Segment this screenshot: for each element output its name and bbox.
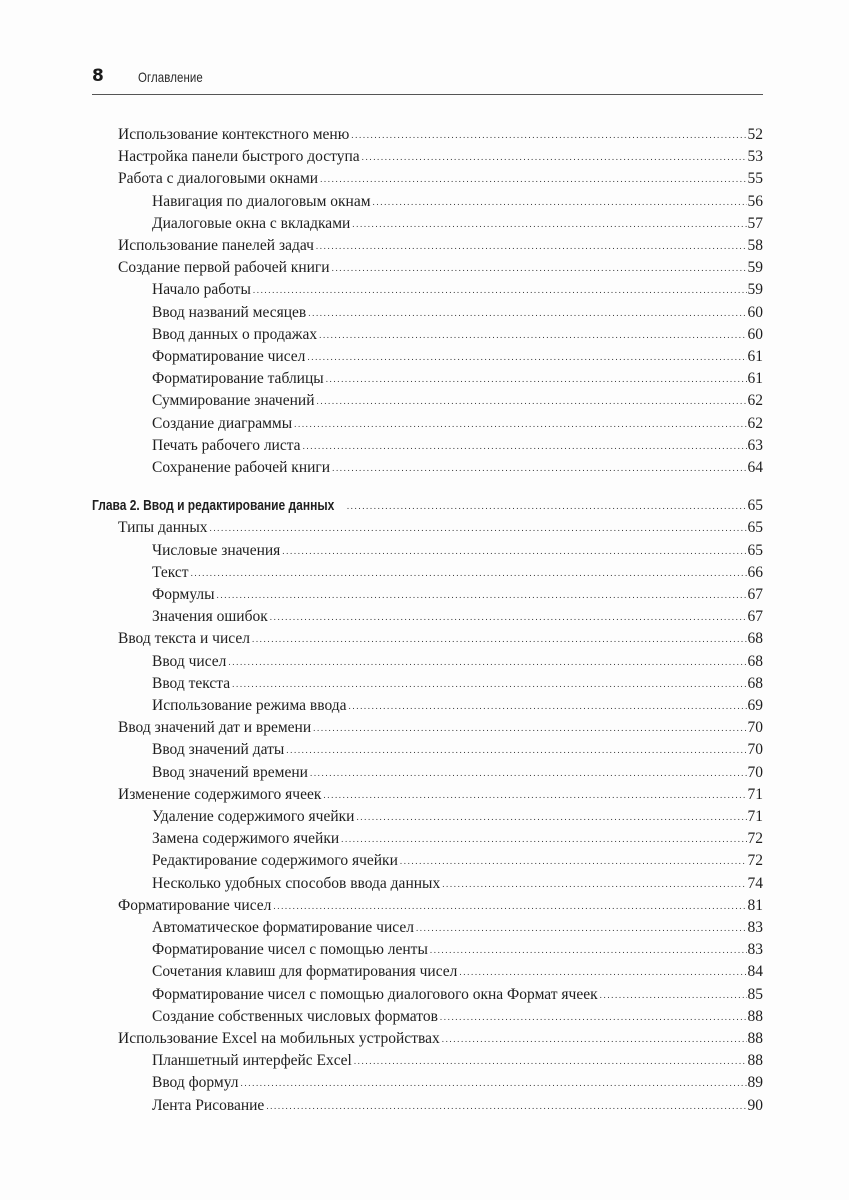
toc-entry-title: Удаление содержимого ячейки: [152, 808, 355, 825]
toc-entry: [152, 540, 763, 562]
toc-entry: [152, 435, 763, 457]
toc-entry-title: Использование панелей задач: [118, 237, 314, 254]
toc-page-number: 72: [747, 830, 763, 848]
toc-entry-title: Текст: [152, 563, 189, 581]
toc-page-number: 81: [747, 896, 763, 914]
toc-page-number: 70: [747, 763, 763, 781]
toc-entry-title: Формулы: [152, 586, 215, 603]
dot-leader: [310, 762, 747, 784]
toc-entry: [152, 584, 763, 606]
dot-leader: [430, 939, 747, 961]
toc-entry-title: Создание собственных числовых форматов: [152, 1007, 438, 1025]
toc-entry: [152, 324, 763, 346]
toc-entry: [152, 917, 763, 939]
toc-page-number: 65: [747, 497, 763, 515]
dot-leader: [266, 1095, 746, 1117]
toc-entry-title: Использование режима ввода: [152, 697, 347, 714]
toc-entry: [152, 606, 763, 628]
toc-entry-title: Редактирование содержимого ячейки: [152, 852, 398, 870]
toc-entry-title: Ввод значений даты: [152, 741, 285, 759]
dot-leader: [317, 390, 747, 412]
toc-page-number: 90: [747, 1096, 763, 1114]
dot-leader: [440, 1006, 747, 1028]
toc-entry-title: Использование Excel на мобильных устройствах: [118, 1030, 440, 1047]
dot-leader: [400, 850, 747, 872]
dot-leader: [286, 739, 746, 761]
dot-leader: [313, 717, 746, 739]
toc-page-number: 60: [747, 303, 763, 321]
toc-entry: [152, 984, 763, 1006]
dot-leader: [416, 917, 747, 939]
toc-entry: [152, 806, 763, 828]
toc-entry: [152, 1006, 763, 1028]
toc-entry-title: Ввод текста: [152, 674, 231, 692]
toc-page-number: 66: [747, 563, 763, 581]
dot-leader: [308, 302, 746, 324]
dot-leader: [332, 257, 747, 279]
toc-entry-title: Работа с диалоговыми окнами: [118, 170, 319, 188]
toc-page-number: 58: [747, 237, 763, 254]
toc-entry: [118, 1028, 763, 1050]
toc-entry: [118, 784, 763, 806]
toc-page-number: 88: [747, 1030, 763, 1047]
toc-page-number: 63: [747, 436, 763, 454]
toc-entry-title: Ввод формул: [152, 1074, 239, 1092]
toc-entry: [118, 235, 763, 257]
dot-leader: [459, 961, 746, 983]
dot-leader: [341, 828, 746, 850]
toc-entry-title: Форматирование чисел: [152, 348, 306, 365]
toc-entry: [152, 850, 763, 872]
toc-page-number: 88: [747, 1007, 763, 1025]
toc-page-number: 89: [747, 1074, 763, 1092]
toc-entry-title: Форматирование чисел с помощью диалогового окна Формат ячеек: [152, 985, 598, 1003]
dot-leader: [191, 562, 747, 584]
dot-leader: [282, 540, 746, 562]
toc-entry-title: Форматирование чисел: [118, 896, 272, 914]
toc-page-number: 65: [747, 519, 763, 537]
toc-entry: [152, 762, 763, 784]
dot-leader: [347, 495, 747, 517]
toc-entry: [152, 390, 763, 412]
dot-leader: [332, 457, 746, 479]
toc-page-number: 65: [747, 541, 763, 559]
toc-entry-title: Печать рабочего листа: [152, 436, 301, 454]
toc-entry: [118, 168, 763, 190]
toc-page-number: 53: [747, 148, 763, 166]
toc-entry: [152, 413, 763, 435]
toc-entry-title: Ввод текста и чисел: [118, 630, 250, 648]
toc-entry: [152, 562, 763, 584]
toc-page-number: 71: [747, 808, 763, 825]
toc-page-number: 83: [747, 941, 763, 959]
dot-leader: [217, 584, 747, 606]
toc-page-number: 62: [747, 414, 763, 432]
toc-entry-title: Навигация по диалоговым окнам: [152, 192, 371, 210]
toc-entry-title: Несколько удобных способов ввода данных: [152, 874, 441, 892]
dot-leader: [600, 984, 747, 1006]
toc-entry-title: Ввод названий месяцев: [152, 303, 307, 321]
dot-leader: [316, 235, 747, 257]
toc-page-number: 85: [747, 985, 763, 1003]
toc-entry-title: Начало работы: [152, 281, 251, 299]
toc-page-number: 59: [747, 281, 763, 299]
toc-entry: [152, 457, 763, 479]
toc-page-number: 56: [747, 192, 763, 210]
toc-entry-title: Числовые значения: [152, 541, 281, 559]
dot-leader: [232, 673, 746, 695]
toc-entry: [152, 873, 763, 895]
toc-entry-title: Глава 2. Ввод и редактирование данных: [92, 497, 335, 515]
toc-entry: [152, 1072, 763, 1094]
toc-entry: [152, 368, 763, 390]
dot-leader: [241, 1072, 747, 1094]
toc-entry-title: Автоматическое форматирование чисел: [152, 919, 414, 936]
toc-entry-title: Диалоговые окна с вкладками: [152, 214, 351, 232]
dot-leader: [326, 368, 747, 390]
toc-entry-title: Ввод чисел: [152, 652, 227, 670]
toc-entry: [118, 628, 763, 650]
toc-page-number: 68: [747, 630, 763, 648]
dot-leader: [228, 651, 746, 673]
toc-page-number: 68: [747, 652, 763, 670]
toc-page-number: 84: [747, 963, 763, 981]
dot-leader: [442, 1028, 747, 1050]
toc-page-number: 70: [747, 741, 763, 759]
toc-entry-title: Ввод данных о продажах: [152, 325, 318, 343]
toc-page-number: 61: [747, 348, 763, 365]
toc-entry-title: Сочетания клавиш для форматирования чисел: [152, 963, 458, 981]
toc-page-number: 88: [747, 1052, 763, 1070]
toc-entry: [118, 257, 763, 279]
toc-page-number: 59: [747, 259, 763, 277]
toc-entry-title: Значения ошибок: [152, 608, 268, 626]
toc-entry: [152, 213, 763, 235]
page-number: 8: [92, 66, 104, 86]
toc-chapter-entry: [92, 495, 763, 517]
dot-leader: [303, 435, 747, 457]
dot-leader: [351, 124, 746, 146]
toc-entry: [118, 517, 763, 539]
toc-page-number: 68: [747, 674, 763, 692]
toc-entry: [152, 191, 763, 213]
toc-entry: [152, 279, 763, 301]
toc-entry-title: Замена содержимого ячейки: [152, 830, 340, 848]
toc-entry-title: Планшетный интерфейс Excel: [152, 1052, 352, 1070]
toc-entry-title: Типы данных: [118, 519, 208, 537]
dot-leader: [209, 517, 746, 539]
toc-page-number: 67: [747, 586, 763, 603]
dot-leader: [349, 695, 747, 717]
toc-page-number: 62: [747, 392, 763, 410]
toc-entry-title: Лента Рисование: [152, 1096, 265, 1114]
toc-page-number: 61: [747, 370, 763, 388]
toc-page-number: 64: [747, 459, 763, 476]
dot-leader: [354, 1050, 747, 1072]
toc-page-number: 69: [747, 697, 763, 714]
toc-page-number: 71: [747, 785, 763, 803]
toc-page-number: 72: [747, 852, 763, 870]
toc-entry: [118, 146, 763, 168]
toc-page-number: 57: [747, 214, 763, 232]
toc-entry: [152, 939, 763, 961]
toc-entry: [118, 717, 763, 739]
dot-leader: [273, 895, 746, 917]
toc-entry: [118, 895, 763, 917]
toc-entry-title: Ввод значений дат и времени: [118, 719, 312, 737]
toc-page-number: 60: [747, 325, 763, 343]
toc-entry: [152, 302, 763, 324]
dot-leader: [252, 628, 747, 650]
toc-page-number: 74: [747, 874, 763, 892]
toc-entry: [152, 739, 763, 761]
toc-entry-title: Настройка панели быстрого доступа: [118, 148, 360, 166]
dot-leader: [320, 168, 746, 190]
toc-entry-title: Суммирование значений: [152, 392, 315, 410]
toc-entry-title: Ввод значений времени: [152, 763, 308, 781]
toc-entry: [152, 1050, 763, 1072]
dot-leader: [362, 146, 747, 168]
toc-entry: [152, 695, 763, 717]
toc-entry: [152, 1095, 763, 1117]
toc-entry-title: Изменение содержимого ячеек: [118, 785, 322, 803]
dot-leader: [253, 279, 747, 301]
toc-entry-title: Сохранение рабочей книги: [152, 459, 331, 476]
toc-page-number: 83: [747, 919, 763, 936]
running-title: Оглавление: [138, 69, 203, 85]
toc-entry: [152, 828, 763, 850]
toc-page-number: 52: [747, 126, 763, 143]
toc-page-number: 70: [747, 719, 763, 737]
dot-leader: [319, 324, 746, 346]
dot-leader: [294, 413, 746, 435]
toc-page-number: 55: [747, 170, 763, 188]
dot-leader: [307, 346, 746, 368]
dot-leader: [352, 213, 746, 235]
toc-entry: [152, 651, 763, 673]
toc-entry-title: Форматирование чисел с помощью ленты: [152, 941, 428, 959]
toc-entry: [152, 961, 763, 983]
page-header: [92, 64, 763, 95]
toc-page-number: 67: [747, 608, 763, 626]
dot-leader: [373, 191, 747, 213]
dot-leader: [442, 873, 746, 895]
toc-entry: [152, 346, 763, 368]
toc-entry: [152, 673, 763, 695]
dot-leader: [270, 606, 747, 628]
dot-leader: [323, 784, 746, 806]
toc-entry-title: Создание первой рабочей книги: [118, 259, 330, 277]
toc-entry-title: Форматирование таблицы: [152, 370, 324, 388]
toc-entry: [118, 124, 763, 146]
toc-entry-title: Использование контекстного меню: [118, 126, 350, 143]
dot-leader: [356, 806, 746, 828]
toc-entry-title: Создание диаграммы: [152, 414, 293, 432]
